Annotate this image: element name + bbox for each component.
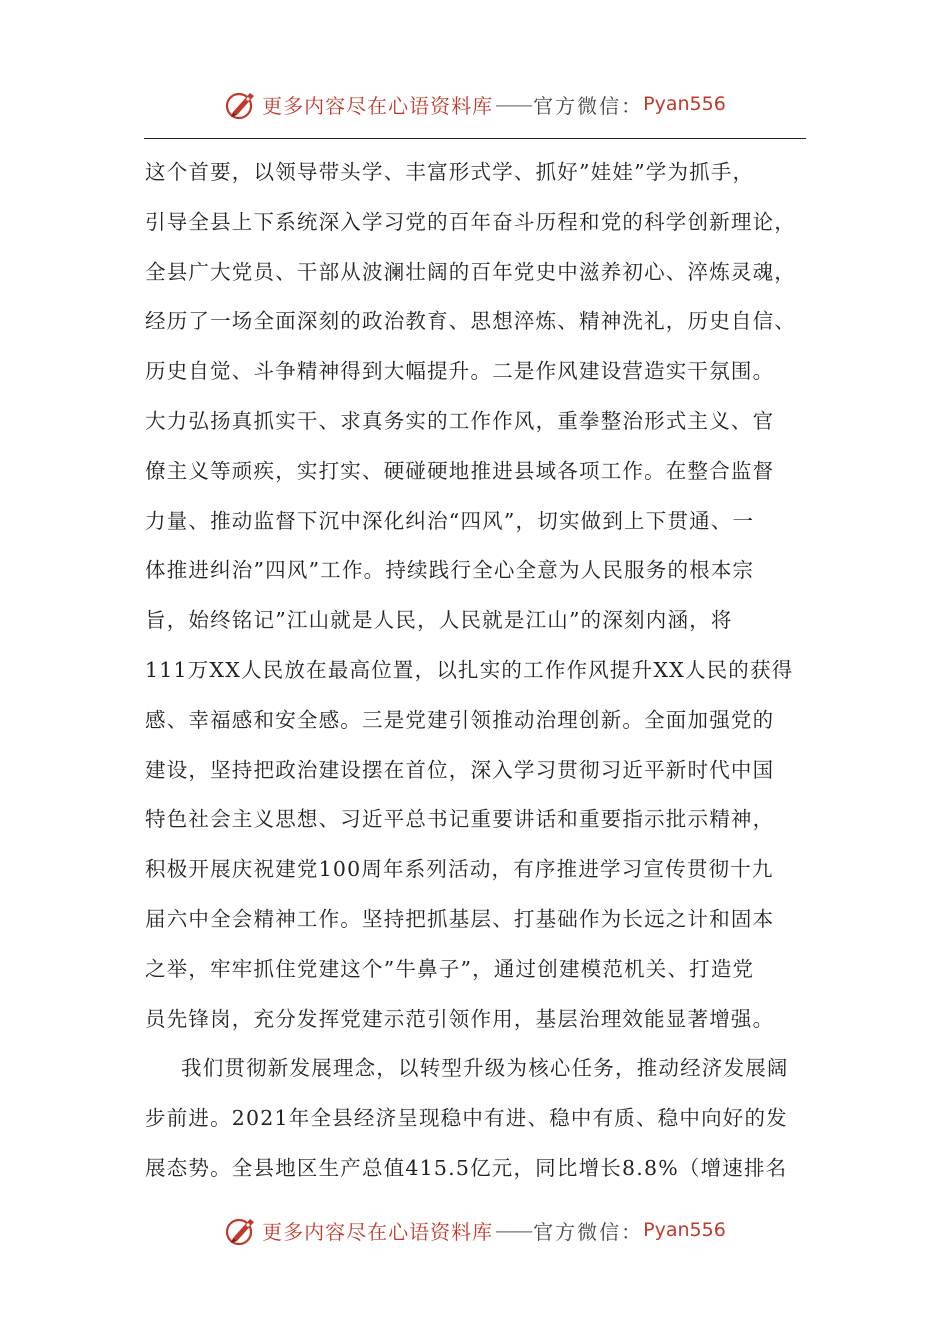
brand-separator: ——: [495, 92, 532, 116]
document-body: [145, 148, 807, 1194]
header-watermark: [0, 84, 950, 124]
paragraph-start-line: 我们贯彻新发展理念，以转型升级为核心任务，推动经济发展阔: [181, 1056, 789, 1081]
text-line: 体推进纠治”四风”工作。持续践行全心全意为人民服务的根本宗: [145, 558, 755, 583]
text-line: 之举，牢牢抓住党建这个”牛鼻子”，通过创建模范机关、打造党: [145, 956, 755, 981]
text-line: 积极开展庆祝建党100周年系列活动，有序推进学习宣传贯彻十九: [145, 857, 774, 882]
text-line: 旨，始终铭记”江山就是人民，人民就是江山”的深刻内涵，将: [145, 608, 733, 633]
wechat-id: Pyan556: [643, 93, 726, 115]
text-line: 引导全县上下系统深入学习党的百年奋斗历程和党的科学创新理论，: [145, 209, 796, 234]
text-line: 员先锋岗，充分发挥党建示范引领作用，基层治理效能显著增强。: [145, 1006, 775, 1031]
text-line: 经历了一场全面深刻的政治教育、思想淬炼、精神洗礼，历史自信、: [145, 309, 796, 334]
text-line: 这个首要，以领导带头学、丰富形式学、抓好”娃娃”学为抓手，: [145, 160, 755, 184]
wechat-label: 官方微信：: [533, 93, 644, 118]
text-line: 全县广大党员、干部从波澜壮阔的百年党史中滋养初心、淬炼灵魂，: [145, 259, 796, 284]
text-line: 感、幸福感和安全感。三是党建引领推动治理创新。全面加强党的: [145, 707, 775, 732]
pen-logo-icon: [224, 1213, 258, 1247]
brand-separator: ——: [495, 1218, 532, 1242]
brand-name: 更多内容尽在心语资料库: [262, 1219, 494, 1244]
brand-name: 更多内容尽在心语资料库: [262, 93, 494, 118]
text-line: 历史自觉、斗争精神得到大幅提升。二是作风建设营造实干氛围。: [145, 359, 775, 384]
wechat-id: Pyan556: [643, 1219, 726, 1241]
text-line: 111万XX人民放在最高位置，以扎实的工作作风提升XX人民的获得: [145, 657, 794, 682]
header-divider: [144, 138, 806, 139]
text-line: 力量、推动监督下沉中深化纠治“四风”，切实做到上下贯通、一: [145, 508, 755, 533]
text-line: 僚主义等顽疾，实打实、硬碰硬地推进县域各项工作。在整合监督: [145, 458, 775, 483]
wechat-label: 官方微信：: [533, 1219, 644, 1244]
pen-logo-icon: [224, 87, 258, 121]
text-line: 步前进。2021年全县经济呈现稳中有进、稳中有质、稳中向好的发: [145, 1106, 788, 1131]
text-line: 届六中全会精神工作。坚持把抓基层、打基础作为长远之计和固本: [145, 906, 775, 931]
text-line: 特色社会主义思想、习近平总书记重要讲话和重要指示批示精神，: [145, 807, 775, 832]
footer-watermark: [0, 1210, 950, 1250]
text-line: 大力弘扬真抓实干、求真务实的工作作风，重拳整治形式主义、官: [145, 408, 775, 433]
text-line: 建设，坚持把政治建设摆在首位，深入学习贯彻习近平新时代中国: [145, 757, 775, 782]
text-line: 展态势。全县地区生产总值415.5亿元，同比增长8.8%（增速排名: [145, 1155, 788, 1180]
